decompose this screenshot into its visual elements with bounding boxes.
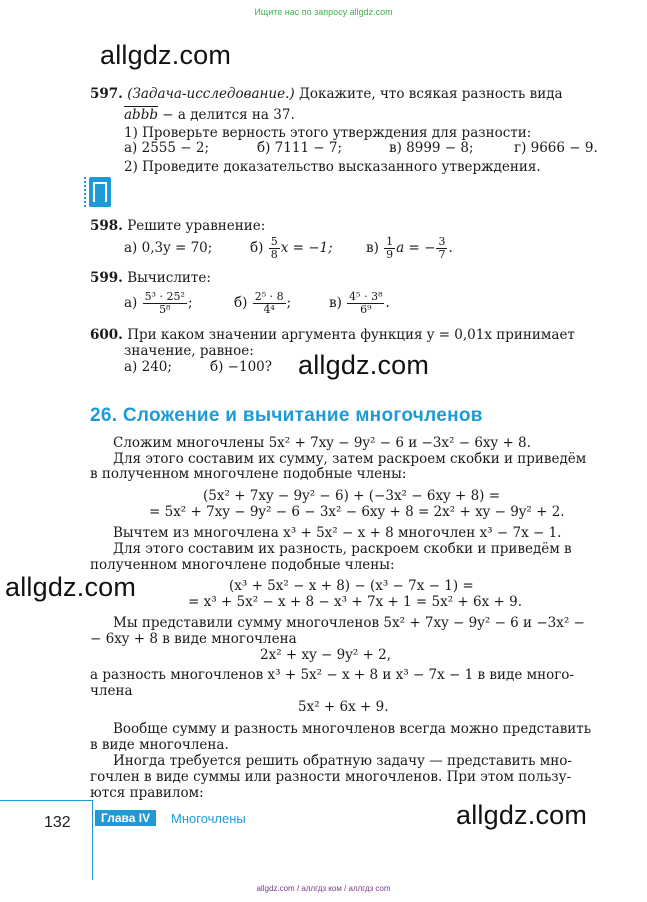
problem-text: Докажите, что всякая разность вида [298, 86, 563, 102]
text-line: в виде многочлена. [90, 737, 229, 753]
problem-600-a: а) 240; [124, 359, 172, 375]
problem-597-d: г) 9666 − 9. [514, 140, 598, 156]
item-letter: б) [234, 295, 248, 311]
problem-599-line1 [90, 270, 211, 286]
problem-597-a: а) 2555 − 2; [124, 140, 209, 156]
text-line: Для этого составим их разность, раскроем скобки и приведём в [113, 541, 572, 557]
punctuation: ; [187, 295, 193, 311]
watermark: allgdz.com [456, 800, 588, 830]
footer-vertical-divider [92, 800, 93, 880]
fraction [347, 291, 384, 316]
chapter-name: Многочлены [171, 811, 246, 826]
bottom-links[interactable]: allgdz.com / аллгдз ком / аллгдз com [256, 884, 391, 893]
watermark: allgdz.com [298, 350, 430, 380]
text-line: в полученном многочлене подобные члены: [90, 466, 407, 482]
problem-597-item2: 2) Проведите доказательство высказанного утверждения. [124, 159, 541, 175]
problem-600-b: б) −100? [210, 359, 273, 375]
equation: 5x² + 6x + 9. [298, 699, 389, 715]
problem-599-a [124, 288, 193, 318]
problem-598-b [250, 234, 333, 262]
problem-600-line1 [90, 327, 575, 343]
fraction [253, 291, 286, 316]
item-letter: б) [250, 240, 264, 256]
top-banner[interactable]: Ищите нас по запросу allgdz.com [254, 7, 393, 17]
problem-599-c [329, 288, 390, 318]
problem-598-a: а) 0,3y = 70; [124, 240, 213, 256]
equation: = x³ + 5x² − x + 8 − x³ + 7x + 1 = 5x² + 6x + 9. [188, 594, 523, 610]
text-line: Для этого составим их сумму, затем раскроем скобки и приведём [113, 451, 587, 467]
text-line: а разность многочленов x³ + 5x² − x + 8 и x³ − 7x − 1 в виде много- [90, 667, 574, 683]
problem-597-c: в) 8999 − 8; [389, 140, 474, 156]
problem-599-b [234, 288, 291, 318]
text-line: члена [90, 683, 133, 699]
denominator: 9 [386, 248, 394, 261]
chapter-badge: Глава IV [95, 810, 156, 826]
problem-text: Вычислите: [127, 270, 211, 286]
punctuation: ; [286, 295, 292, 311]
fraction [269, 236, 280, 261]
numerator: 5³ · 25² [144, 290, 185, 303]
item-letter: в) [329, 295, 342, 311]
text-line: Сложим многочлены 5x² + 7xy − 9y² − 6 и −3x² − 6xy + 8. [113, 435, 531, 451]
numerator: 5 [270, 235, 278, 248]
repeat-badge-icon [89, 177, 111, 207]
fraction [384, 236, 395, 261]
denominator: 8 [270, 248, 278, 261]
section-title: 26. Сложение и вычитание многочленов [90, 405, 483, 426]
numerator: 2⁵ · 8 [254, 290, 284, 303]
numerator: 3 [438, 235, 446, 248]
numerator: 1 [386, 235, 394, 248]
text-line: − 6xy + 8 в виде многочлена [90, 631, 297, 647]
problem-597-line1 [90, 86, 563, 102]
problem-text: При каком значении аргумента функция y = 0,01x принимает [127, 327, 575, 343]
equation: (x³ + 5x² − x + 8) − (x³ − 7x − 1) = [229, 578, 474, 594]
problem-number: 597. [90, 86, 123, 102]
page-number: 132 [44, 814, 71, 831]
fraction [436, 236, 447, 261]
numerator: 4⁵ · 3⁸ [349, 290, 383, 303]
fraction [143, 291, 187, 316]
text-line: гочлен в виде суммы или разности многочленов. При этом пользу- [90, 769, 572, 785]
text-line: Вычтем из многочлена x³ + 5x² − x + 8 многочлен x³ − 7x − 1. [113, 525, 562, 541]
problem-597-item1: 1) Проверьте верность этого утверждения для разности: [124, 125, 532, 141]
denominator: 5⁸ [159, 303, 171, 316]
expression: a = − [396, 240, 436, 256]
text-line: полученном многочлене подобные члены: [90, 557, 395, 573]
watermark: allgdz.com [5, 572, 137, 602]
text-line: Иногда требуется решить обратную задачу — представить мно- [113, 753, 572, 769]
equation: 2x² + xy − 9y² + 2, [260, 647, 392, 663]
denominator: 6⁹ [360, 303, 372, 316]
text-line: Вообще сумму и разность многочленов всегда можно представить [113, 721, 592, 737]
problem-number: 598. [90, 218, 123, 234]
problem-597-line2 [124, 107, 295, 123]
expression: x = −1; [280, 240, 333, 256]
punctuation: . [385, 295, 390, 311]
problem-intro: (Задача-исследование.) [127, 86, 295, 102]
text-line: Мы представили сумму многочленов 5x² + 7xy − 9y² − 6 и −3x² − [113, 615, 585, 631]
denominator: 7 [438, 248, 446, 261]
abbb-number: abbb [124, 107, 158, 123]
text-line: ются правилом: [90, 785, 204, 801]
problem-number: 599. [90, 270, 123, 286]
problem-598-line1 [90, 218, 265, 234]
footer-divider [0, 800, 92, 801]
problem-text: − a делится на 37. [162, 107, 295, 123]
problem-number: 600. [90, 327, 123, 343]
denominator: 4⁴ [263, 303, 275, 316]
watermark: allgdz.com [100, 40, 232, 70]
equation: = 5x² + 7xy − 9y² − 6 − 3x² − 6xy + 8 = 2x² + xy − 9y² + 2. [149, 504, 565, 520]
equation: (5x² + 7xy − 9y² − 6) + (−3x² − 6xy + 8) = [203, 488, 501, 504]
item-letter: а) [124, 295, 138, 311]
problem-600-line2: значение, равное: [124, 343, 254, 359]
problem-text: Решите уравнение: [127, 218, 266, 234]
problem-598-c [366, 234, 453, 262]
punctuation: . [448, 240, 453, 256]
item-letter: в) [366, 240, 379, 256]
problem-597-b: б) 7111 − 7; [257, 140, 343, 156]
